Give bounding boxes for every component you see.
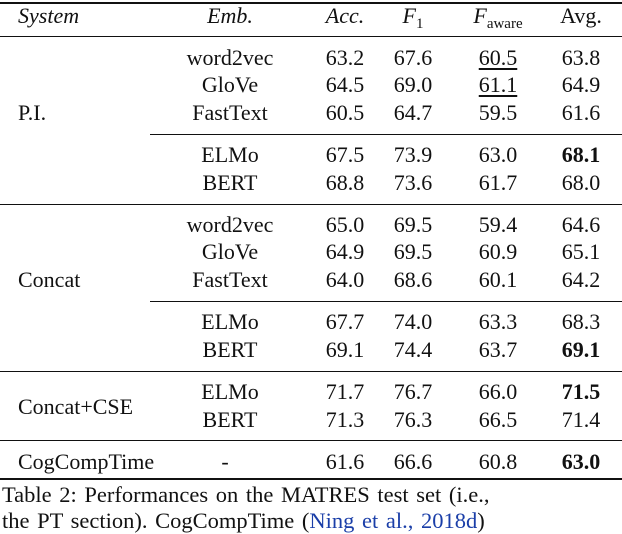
cell-avg: 61.6 <box>561 100 601 125</box>
header-emb: Emb. <box>207 3 253 28</box>
cell-acc: 65.0 <box>325 212 365 237</box>
cell-emb: BERT <box>202 407 258 432</box>
subgroup-rule <box>150 301 622 302</box>
header-faware <box>453 4 543 36</box>
cell-f1: 73.6 <box>393 170 433 195</box>
header-avg: Avg. <box>560 3 602 28</box>
cell-faware: 66.5 <box>478 407 518 432</box>
cell-acc: 60.5 <box>325 100 365 125</box>
caption-line-2-prefix: the PT section). CogCompTime ( <box>2 508 310 533</box>
cell-faware: 60.1 <box>478 267 518 292</box>
table-row <box>0 73 622 97</box>
cell-acc: 69.1 <box>325 337 365 362</box>
cell-acc: 68.8 <box>325 170 365 195</box>
cell-avg: 63.8 <box>561 45 601 70</box>
table-row <box>0 171 622 195</box>
cell-emb: GloVe <box>201 72 259 97</box>
cell-acc: 67.5 <box>325 142 365 167</box>
header-f1-sub: 1 <box>415 16 424 32</box>
cell-avg: 68.0 <box>561 170 601 195</box>
group-label-concat: Concat <box>18 267 81 292</box>
table-row <box>0 101 622 125</box>
group-rule <box>0 371 622 372</box>
header-faware-sub: aware <box>486 16 523 32</box>
subgroup-rule <box>150 134 622 135</box>
caption-line-2-suffix: ) <box>477 508 485 533</box>
cell-faware: 59.5 <box>478 100 518 125</box>
cell-faware: 60.5 <box>478 45 518 70</box>
cell-emb: GloVe <box>201 239 259 264</box>
header-f1-base: F <box>402 3 416 28</box>
caption-line-1: Table 2: Performances on the MATRES test set (i.e., <box>2 482 490 507</box>
cell-avg: 69.1 <box>561 337 601 362</box>
cell-acc: 64.9 <box>325 239 365 264</box>
header-rule <box>0 36 622 37</box>
cell-f1: 67.6 <box>393 45 433 70</box>
cell-emb: BERT <box>202 337 258 362</box>
cell-faware: 61.7 <box>478 170 518 195</box>
group-label-cogcomptime: CogCompTime <box>18 449 155 474</box>
cell-avg: 68.1 <box>561 142 601 167</box>
cell-emb: word2vec <box>186 45 274 70</box>
cell-faware: 61.1 <box>478 72 518 97</box>
header-faware-base: F <box>473 3 487 28</box>
cell-acc: 67.7 <box>325 309 365 334</box>
cell-avg: 63.0 <box>561 449 601 474</box>
cell-f1: 68.6 <box>393 267 433 292</box>
group-rule <box>0 204 622 205</box>
cell-acc: 63.2 <box>325 45 365 70</box>
cell-f1: 64.7 <box>393 100 433 125</box>
header-acc: Acc. <box>325 3 365 28</box>
table-row <box>0 268 622 292</box>
group-label-concat-cse: Concat+CSE <box>18 394 134 419</box>
cell-f1: 66.6 <box>393 449 433 474</box>
table-row <box>0 213 622 237</box>
table-bottom-rule <box>0 478 622 480</box>
table-row <box>0 240 622 264</box>
group-rule <box>0 440 622 441</box>
cell-emb: FastText <box>192 267 268 292</box>
cell-faware: 63.7 <box>478 337 518 362</box>
caption-line-2 <box>2 508 620 534</box>
header-f1 <box>373 4 453 36</box>
cell-avg: 71.4 <box>561 407 601 432</box>
cell-emb: ELMo <box>201 309 259 334</box>
cell-avg: 71.5 <box>561 379 601 404</box>
cell-faware: 63.3 <box>478 309 518 334</box>
table-header-row <box>0 3 622 32</box>
cell-faware: 66.0 <box>478 379 518 404</box>
cell-f1: 76.3 <box>393 407 433 432</box>
table-row <box>0 380 622 404</box>
header-system: System <box>18 3 80 28</box>
cell-f1: 74.0 <box>393 309 433 334</box>
table-row <box>0 450 622 474</box>
cell-f1: 69.5 <box>393 212 433 237</box>
table-row <box>0 310 622 334</box>
cell-emb: BERT <box>202 170 258 195</box>
cell-faware: 60.9 <box>478 239 518 264</box>
cell-avg: 64.6 <box>561 212 601 237</box>
cell-emb: - <box>221 449 229 474</box>
cell-acc: 64.0 <box>325 267 365 292</box>
cell-avg: 64.2 <box>561 267 601 292</box>
cell-emb: ELMo <box>201 379 259 404</box>
cell-faware: 60.8 <box>478 449 518 474</box>
table-caption <box>2 482 620 534</box>
cell-f1: 69.0 <box>393 72 433 97</box>
table-row <box>0 338 622 362</box>
cell-f1: 76.7 <box>393 379 433 404</box>
cell-f1: 73.9 <box>393 142 433 167</box>
cell-avg: 68.3 <box>561 309 601 334</box>
table-row <box>0 408 622 432</box>
cell-acc: 71.3 <box>325 407 365 432</box>
cell-f1: 69.5 <box>393 239 433 264</box>
table-row <box>0 46 622 70</box>
cell-emb: word2vec <box>186 212 274 237</box>
cell-f1: 74.4 <box>393 337 433 362</box>
cell-emb: FastText <box>192 100 268 125</box>
cell-acc: 61.6 <box>325 449 365 474</box>
citation-link[interactable]: Ning et al., 2018d <box>309 508 478 533</box>
cell-avg: 65.1 <box>561 239 601 264</box>
cell-acc: 64.5 <box>325 72 365 97</box>
table-row <box>0 143 622 167</box>
group-label-pi: P.I. <box>18 100 47 125</box>
cell-avg: 64.9 <box>561 72 601 97</box>
cell-faware: 63.0 <box>478 142 518 167</box>
cell-acc: 71.7 <box>325 379 365 404</box>
cell-faware: 59.4 <box>478 212 518 237</box>
cell-emb: ELMo <box>201 142 259 167</box>
